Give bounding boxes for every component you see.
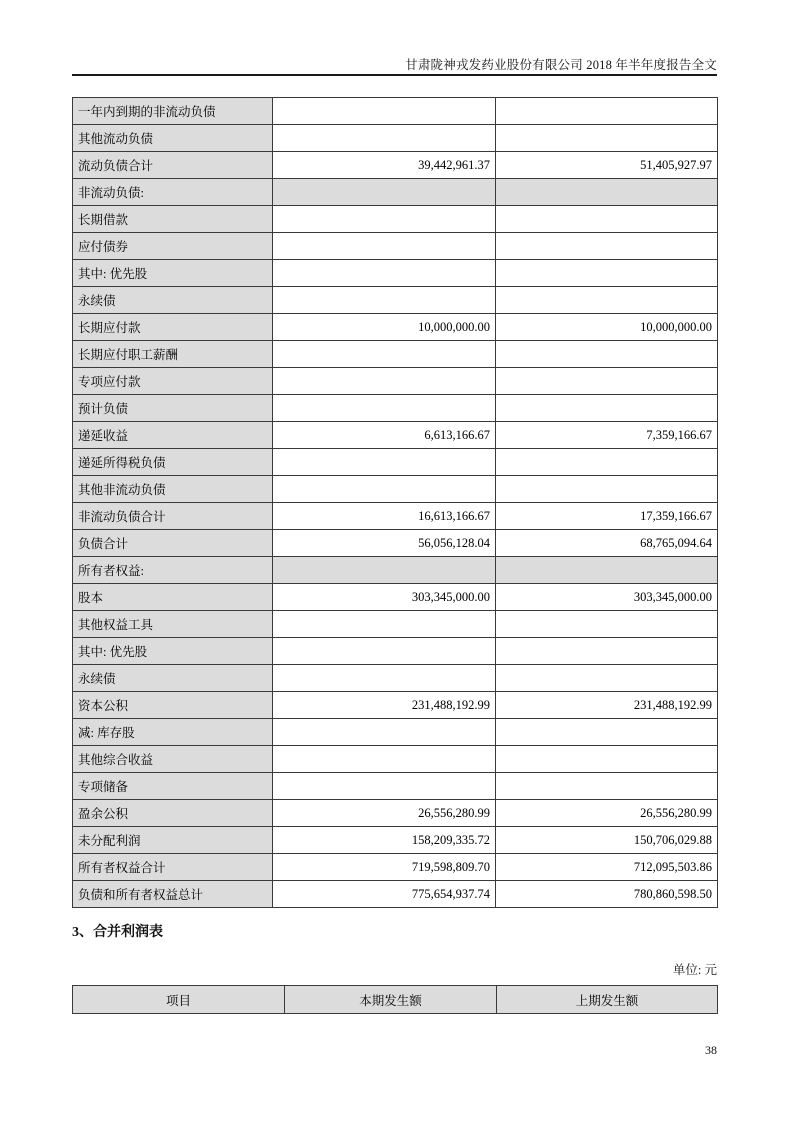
current-period-value-cell: 26,556,280.99 bbox=[273, 800, 496, 827]
row-label-cell: 资本公积 bbox=[73, 692, 273, 719]
row-label-cell: 长期应付款 bbox=[73, 314, 273, 341]
current-period-value-cell bbox=[273, 125, 496, 152]
row-label-cell: 递延所得税负债 bbox=[73, 449, 273, 476]
prior-period-value-cell bbox=[496, 368, 718, 395]
table-row bbox=[73, 260, 718, 287]
prior-period-value-cell: 780,860,598.50 bbox=[496, 881, 718, 908]
table-row bbox=[73, 476, 718, 503]
current-period-value-cell bbox=[273, 395, 496, 422]
prior-period-value-cell bbox=[496, 260, 718, 287]
table-row bbox=[73, 395, 718, 422]
table-row bbox=[73, 449, 718, 476]
current-period-value-cell: 719,598,809.70 bbox=[273, 854, 496, 881]
prior-period-value-cell bbox=[496, 206, 718, 233]
prior-period-value-cell bbox=[496, 98, 718, 125]
row-label-cell: 所有者权益: bbox=[73, 557, 273, 584]
row-label-cell: 非流动负债合计 bbox=[73, 503, 273, 530]
current-period-value-cell: 775,654,937.74 bbox=[273, 881, 496, 908]
prior-period-value-cell bbox=[496, 125, 718, 152]
column-header: 项目 bbox=[73, 986, 285, 1014]
prior-period-value-cell: 231,488,192.99 bbox=[496, 692, 718, 719]
row-label-cell: 应付债券 bbox=[73, 233, 273, 260]
table-row bbox=[73, 233, 718, 260]
table-row bbox=[73, 503, 718, 530]
balance-sheet-table bbox=[72, 97, 718, 908]
table-row bbox=[73, 773, 718, 800]
table-row bbox=[73, 341, 718, 368]
prior-period-value-cell bbox=[496, 665, 718, 692]
current-period-value-cell bbox=[273, 341, 496, 368]
prior-period-value-cell: 10,000,000.00 bbox=[496, 314, 718, 341]
unit-label: 单位: 元 bbox=[672, 963, 717, 977]
current-period-value-cell bbox=[273, 260, 496, 287]
table-row bbox=[73, 152, 718, 179]
row-label-cell: 盈余公积 bbox=[73, 800, 273, 827]
prior-period-value-cell bbox=[496, 233, 718, 260]
prior-period-value-cell bbox=[496, 395, 718, 422]
row-label-cell: 永续债 bbox=[73, 665, 273, 692]
current-period-value-cell bbox=[273, 233, 496, 260]
document-header-title: 甘肃陇神戎发药业股份有限公司 2018 年半年度报告全文 bbox=[405, 58, 717, 72]
prior-period-value-cell bbox=[496, 638, 718, 665]
row-label-cell: 专项应付款 bbox=[73, 368, 273, 395]
prior-period-value-cell bbox=[496, 746, 718, 773]
current-period-value-cell: 158,209,335.72 bbox=[273, 827, 496, 854]
prior-period-value-cell bbox=[496, 449, 718, 476]
row-label-cell: 专项储备 bbox=[73, 773, 273, 800]
row-label-cell: 其他非流动负债 bbox=[73, 476, 273, 503]
income-header-row bbox=[73, 986, 718, 1014]
row-label-cell: 减: 库存股 bbox=[73, 719, 273, 746]
current-period-value-cell bbox=[273, 773, 496, 800]
current-period-value-cell bbox=[273, 98, 496, 125]
column-header: 本期发生额 bbox=[285, 986, 497, 1014]
current-period-value-cell: 56,056,128.04 bbox=[273, 530, 496, 557]
prior-period-value-cell: 26,556,280.99 bbox=[496, 800, 718, 827]
row-label-cell: 长期借款 bbox=[73, 206, 273, 233]
current-period-value-cell: 10,000,000.00 bbox=[273, 314, 496, 341]
table-row bbox=[73, 611, 718, 638]
prior-period-value-cell bbox=[496, 476, 718, 503]
current-period-value-cell bbox=[273, 719, 496, 746]
current-period-value-cell: 16,613,166.67 bbox=[273, 503, 496, 530]
row-label-cell: 一年内到期的非流动负债 bbox=[73, 98, 273, 125]
table-row bbox=[73, 800, 718, 827]
row-label-cell: 所有者权益合计 bbox=[73, 854, 273, 881]
income-statement-table bbox=[72, 985, 718, 1014]
row-label-cell: 负债合计 bbox=[73, 530, 273, 557]
current-period-value-cell: 6,613,166.67 bbox=[273, 422, 496, 449]
row-label-cell: 其中: 优先股 bbox=[73, 638, 273, 665]
current-period-value-cell bbox=[273, 287, 496, 314]
prior-period-value-cell: 51,405,927.97 bbox=[496, 152, 718, 179]
prior-period-value-cell: 68,765,094.64 bbox=[496, 530, 718, 557]
table-row bbox=[73, 422, 718, 449]
row-label-cell: 非流动负债: bbox=[73, 179, 273, 206]
prior-period-value-cell: 7,359,166.67 bbox=[496, 422, 718, 449]
row-label-cell: 未分配利润 bbox=[73, 827, 273, 854]
prior-period-value-cell: 150,706,029.88 bbox=[496, 827, 718, 854]
row-label-cell: 长期应付职工薪酬 bbox=[73, 341, 273, 368]
row-label-cell: 预计负债 bbox=[73, 395, 273, 422]
prior-period-value-cell: 712,095,503.86 bbox=[496, 854, 718, 881]
table-row bbox=[73, 665, 718, 692]
document-header bbox=[72, 55, 717, 73]
current-period-value-cell bbox=[273, 638, 496, 665]
prior-period-value-cell bbox=[496, 287, 718, 314]
table-row bbox=[73, 368, 718, 395]
prior-period-value-cell bbox=[496, 179, 718, 206]
table-row bbox=[73, 584, 718, 611]
current-period-value-cell: 303,345,000.00 bbox=[273, 584, 496, 611]
current-period-value-cell bbox=[273, 557, 496, 584]
row-label-cell: 其中: 优先股 bbox=[73, 260, 273, 287]
row-label-cell: 股本 bbox=[73, 584, 273, 611]
prior-period-value-cell bbox=[496, 341, 718, 368]
table-row bbox=[73, 692, 718, 719]
prior-period-value-cell bbox=[496, 719, 718, 746]
table-row bbox=[73, 557, 718, 584]
row-label-cell: 负债和所有者权益总计 bbox=[73, 881, 273, 908]
prior-period-value-cell bbox=[496, 773, 718, 800]
table-row bbox=[73, 827, 718, 854]
current-period-value-cell bbox=[273, 476, 496, 503]
section-heading: 3、合并利润表 bbox=[72, 925, 163, 940]
current-period-value-cell bbox=[273, 449, 496, 476]
prior-period-value-cell bbox=[496, 611, 718, 638]
table-row bbox=[73, 530, 718, 557]
table-row bbox=[73, 314, 718, 341]
row-label-cell: 其他流动负债 bbox=[73, 125, 273, 152]
table-row bbox=[73, 206, 718, 233]
row-label-cell: 其他权益工具 bbox=[73, 611, 273, 638]
current-period-value-cell bbox=[273, 368, 496, 395]
current-period-value-cell bbox=[273, 206, 496, 233]
current-period-value-cell bbox=[273, 746, 496, 773]
row-label-cell: 其他综合收益 bbox=[73, 746, 273, 773]
row-label-cell: 流动负债合计 bbox=[73, 152, 273, 179]
table-row bbox=[73, 179, 718, 206]
header-rule bbox=[72, 74, 717, 76]
prior-period-value-cell: 303,345,000.00 bbox=[496, 584, 718, 611]
current-period-value-cell: 231,488,192.99 bbox=[273, 692, 496, 719]
table-row bbox=[73, 746, 718, 773]
row-label-cell: 永续债 bbox=[73, 287, 273, 314]
current-period-value-cell: 39,442,961.37 bbox=[273, 152, 496, 179]
current-period-value-cell bbox=[273, 179, 496, 206]
table-row bbox=[73, 98, 718, 125]
column-header: 上期发生额 bbox=[497, 986, 718, 1014]
prior-period-value-cell: 17,359,166.67 bbox=[496, 503, 718, 530]
table-row bbox=[73, 638, 718, 665]
table-row bbox=[73, 881, 718, 908]
table-row bbox=[73, 719, 718, 746]
current-period-value-cell bbox=[273, 611, 496, 638]
table-row bbox=[73, 287, 718, 314]
current-period-value-cell bbox=[273, 665, 496, 692]
prior-period-value-cell bbox=[496, 557, 718, 584]
table-row bbox=[73, 854, 718, 881]
page-number: 38 bbox=[705, 1043, 717, 1057]
row-label-cell: 递延收益 bbox=[73, 422, 273, 449]
table-row bbox=[73, 125, 718, 152]
